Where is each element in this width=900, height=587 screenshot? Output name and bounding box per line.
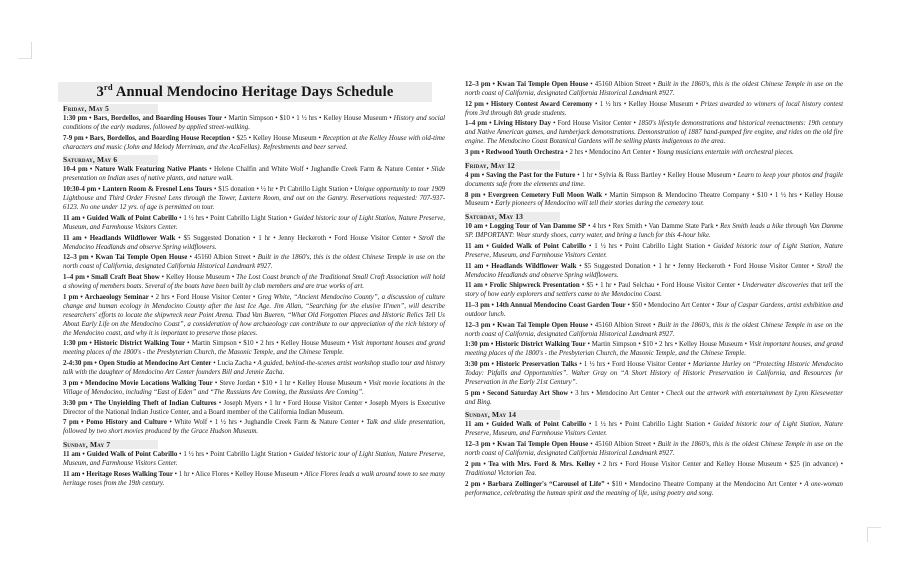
- event-entry: 3:30 pm • The Unyielding Theft of Indian Cultures • Joseph Myers • 1 hr • Ford House Visitor Center • Joseph Myers is Executive Director of the National Indian Justice Center, and a Board member of the California Indian Museum.: [63, 399, 445, 416]
- event-time-title: 11 am • Heritage Roses Walking Tour: [63, 470, 173, 478]
- event-entry: 12–3 pm • Kwan Tai Temple Open House • 45160 Albion Street • Built in the 1860's, this is the oldest Chinese Temple in use on the north coast of California, designated California Historical Landmark #927.: [465, 81, 843, 97]
- title-ordinal: rd: [103, 82, 113, 93]
- event-description: Stroll the Mendocino Headlands and observe Spring wildflowers.: [63, 234, 446, 251]
- day-header-label: Sunday, May 14: [465, 410, 560, 420]
- event-description: 1850's lifestyle demonstrations and historical reenactments: 19th century and Native American games, and lumberjack demonstrations. Demonstration of 1887 hand-pumped fire engine, and rides on the old fire engine. The Mendocino Coast Botanical Gardens will be selling plants indigenous to the area.: [465, 120, 843, 146]
- event-description: Stroll the Mendocino Headlands and observe Spring wildflowers.: [465, 262, 844, 279]
- event-description: Learn to keep your photos and fragile documents safe from the elements and time.: [465, 171, 844, 188]
- event-time-title: 4 pm • Saving the Past for the Future: [465, 171, 576, 179]
- event-description: Slide presentation on Indian uses of native plants, and nature walk.: [63, 166, 445, 183]
- event-entry: 11 am • Guided Walk of Point Cabrillo • 1 ½ hrs • Point Cabrillo Light Station • Guided historic tour of Light Station, Nature Preserve, Museum, and Farmhouse Visitors Center.: [465, 421, 843, 438]
- event-description: A one-woman performance, celebrating the human spirit and the meaning of life, using poetry and song.: [465, 480, 843, 497]
- event-time-title: 11 am • Frolic Shipwreck Presentation: [465, 282, 580, 290]
- event-time-title: 1–4 pm • Living History Day: [465, 120, 551, 128]
- event-entry: 11 am • Heritage Roses Walking Tour • 1 hr • Alice Flores • Kelley House Museum • Alice Flores leads a walk around town to see many heritage roses from the 19th century.: [63, 470, 445, 487]
- event-description: Guided historic tour of Light Station, Nature Preserve, Museum, and Farmhouse Visitors Center.: [465, 242, 843, 259]
- event-entry: 11 am • Frolic Shipwreck Presentation • $5 • 1 hr • Paul Selchau • Ford House Visitor Center • Underwater discoveries that tell the story of how early explorers and settlers came to the Mendocino Coast.: [465, 282, 844, 299]
- event-description: Built in the 1860's, this is the oldest Chinese Temple in use on the north coast of California, designated California Historical Landmark #927.: [465, 441, 843, 458]
- event-entry: 3 pm • Mendocino Movie Locations Walking Tour • Steve Jordan • $10 • 1 hr • Kelley House Museum • Visit movie locations in the Village of Mendocino, including “East of Eden” and “The Russians Are Coming, the Russians Are Coming”.: [63, 379, 445, 396]
- crop-mark-top-left: [18, 42, 32, 59]
- event-time-title: 7-9 pm • Bars, Bordellos, and Boarding House Reception: [63, 134, 231, 142]
- event-description: The Lost Coast branch of the Traditional Small Craft Association will hold a showing of members boats. Several of the boats have been built by club members and are true works of art.: [63, 274, 445, 291]
- event-entry: 12–3 pm • Kwan Tai Temple Open House • 45160 Albion Street • Built in the 1860's, this is the oldest Chinese Temple in use on the north coast of California, designated California Historical Landmark #927.: [465, 441, 843, 458]
- event-entry: 10:30-4 pm • Lantern Room & Fresnel Lens Tours • $15 donation • ½ hr • Pt Cabrillo Light Station • Unique opportunity to tour 1909 Lighthouse and Third Order Fresnel Lens through the Tower, Lantern Room, and out on the Gantry. Reservations requested: 707-937-6123. No one under 12 yrs. of age is permitted on tour.: [63, 186, 445, 212]
- event-time-title: 3 pm • Mendocino Movie Locations Walking Tour: [63, 379, 213, 387]
- event-description: Underwater discoveries that tell the story of how early explorers and settlers came to the Mendocino Coast.: [465, 282, 844, 299]
- event-description: Built in the 1860's, this is the oldest Chinese Temple in use on the north coast of California, designated California Historical Landmark #927.: [465, 81, 843, 97]
- event-description: Greg White, “Ancient Mendocino County”, a discussion of culture change and human ecology in Mendocino County after the last Ice Age. Jim Allan, “Searching for the elusive Il'men”, will describe researchers' efforts to locate the shipwreck near Point Arena. Thad Van Bueren, “What Old Forgotten Places and Historic Relics Tell Us About Early Life on the Mendocino Coast”, a consideration of how archaeology can contribute to our appreciation of the rich history of the Mendocino coast, and why it is important to preserve those places.: [63, 293, 445, 337]
- event-time-title: 3:30 pm • The Unyielding Theft of Indian Cultures: [63, 399, 217, 407]
- day-header: [63, 104, 445, 114]
- event-entry: 7-9 pm • Bars, Bordellos, and Boarding House Reception • $25 • Kelley House Museum • Reception at the Kelley House with old-time characters and music (John and Melody Merriman, and the AcaFellas). Refreshments and beer served.: [63, 134, 445, 151]
- event-entry: 1 pm • Archaeology Seminar • 2 hrs • Ford House Visitor Center • Greg White, “Ancient Mendocino County”, a discussion of culture change and human ecology in Mendocino County after the last Ice Age. Jim Allan, “Searching for the elusive Il'men”, will describe researchers' efforts to locate the shipwreck near Point Arena. Thad Van Bueren, “What Old Forgotten Places and Historic Relics Tell Us About Early Life on the Mendocino Coast”, a consideration of how archaeology can contribute to our appreciation of the rich history of the Mendocino coast, and why it is important to preserve those places.: [63, 293, 445, 337]
- event-time-title: 1 pm • Archaeology Seminar: [63, 293, 149, 301]
- event-description: Prizes awarded to winners of local history contest from 3rd through 8th grade students.: [465, 100, 843, 117]
- event-entry: 2-4:30 pm • Open Studio at Mendocino Art Center • Lucia Zacha • A guided, behind-the-scenes artist workshop studio tour and history talk with the daughter of Mendocino Art Center founders Bill and Jennie Zacha.: [63, 360, 445, 377]
- event-entry: 8 pm • Evergreen Cemetery Full Moon Walk • Martin Simpson & Mendocino Theatre Company • $10 • 1 ½ hrs • Kelley House Museum • Early pioneers of Mendocino will tell their stories during the cemetery tour.: [465, 191, 844, 208]
- event-description: Visit important houses and grand meeting places of the 1800's - the Presbyterian Church, the Masonic Temple, and the Chinese Temple.: [63, 340, 445, 357]
- event-time-title: 12–3 pm • Kwan Tai Temple Open House: [465, 441, 589, 449]
- event-description: Talk and slide presentation, followed by two short movies produced by the Grace Hudson Museum.: [63, 419, 445, 436]
- right-page-column: [465, 81, 843, 500]
- event-time-title: 10:30-4 pm • Lantern Room & Fresnel Lens Tours: [63, 186, 213, 194]
- event-description: Rex Smith leads a hike through Van Damme SP. IMPORTANT: Wear sturdy shoes, carry water, and bring a lunch for this 4-hour hike.: [465, 223, 843, 240]
- event-time-title: 10 am • Logging Tour of Van Damme SP: [465, 223, 587, 231]
- event-description: Alice Flores leads a walk around town to see many heritage roses from the 19th century.: [63, 470, 445, 487]
- title-number: 3: [96, 84, 104, 100]
- event-time-title: 11 am • Headlands Wildflower Walk: [63, 234, 176, 242]
- event-time-title: 11 am • Headlands Wildflower Walk: [465, 262, 577, 270]
- event-time-title: 12–3 pm • Kwan Tai Temple Open House: [465, 321, 589, 329]
- day-header: [63, 155, 445, 165]
- event-time-title: 10-4 pm • Nature Walk Featuring Native Plants: [63, 166, 207, 174]
- event-entry: 2 pm • Barbara Zollinger's “Carousel of Life” • $10 • Mendocino Theatre Company at the Mendocino Art Center • A one-woman performance, celebrating the human spirit and the meaning of life, using poetry and song.: [465, 480, 843, 497]
- event-time-title: 11–3 pm • 14th Annual Mendocino Coast Garden Tour: [465, 302, 626, 309]
- event-description: Unique opportunity to tour 1909 Lighthouse and Third Order Fresnel Lens through the Tower, Lantern Room, and out on the Gantry. Reservations requested: 707-937-6123. No one under 12 yrs. of age is permitted on tour.: [63, 186, 445, 212]
- event-time-title: 11 am • Guided Walk of Point Cabrillo: [465, 242, 587, 250]
- event-entry: 12 pm • History Contest Award Ceremony • 1 ½ hrs • Kelley House Museum • Prizes awarded to winners of local history contest from 3rd through 8th grade students.: [465, 100, 843, 117]
- event-entry: 4 pm • Saving the Past for the Future • 1 hr • Sylvia & Russ Bartley • Kelley House Museum • Learn to keep your photos and fragile documents safe from the elements and time.: [465, 171, 844, 188]
- event-description: Visit movie locations in the Village of Mendocino, including “East of Eden” and “The Russians Are Coming, the Russians Are Coming”.: [63, 379, 445, 396]
- event-entry: 11 am • Guided Walk of Point Cabrillo • 1 ½ hrs • Point Cabrillo Light Station • Guided historic tour of Light Station, Nature Preserve, Museum, and Farmhouse Visitors Center.: [63, 214, 446, 231]
- event-entry: 7 pm • Pomo History and Culture • White Wolf • 1 ½ hrs • Jughandle Creek Farm & Nature Center • Talk and slide presentation, followed by two short movies produced by the Grace Hudson Museum.: [63, 419, 445, 436]
- event-time-title: 1:30 pm • Historic District Walking Tour: [465, 341, 586, 349]
- event-time-title: 1:30 pm • Historic District Walking Tour: [63, 340, 186, 348]
- event-description: A guided, behind-the-scenes artist workshop studio tour and history talk with the daughter of Mendocino Art Center founders Bill and Jennie Zacha.: [63, 360, 445, 377]
- day-header: [465, 410, 843, 420]
- event-description: History and social conditions of the early madams, followed by applied street-walking.: [63, 115, 445, 132]
- event-time-title: 12 pm • History Contest Award Ceremony: [465, 100, 593, 108]
- event-entry: 11 am • Guided Walk of Point Cabrillo • 1 ½ hrs • Point Cabrillo Light Station • Guided historic tour of Light Station, Nature Preserve, Museum, and Farmhouse Visitors Center.: [63, 450, 446, 467]
- event-entry: 11 am • Headlands Wildflower Walk • $5 Suggested Donation • 1 hr • Jenny Heckeroth • Ford House Visitor Center • Stroll the Mendocino Headlands and observe Spring wildflowers.: [465, 262, 844, 279]
- event-time-title: 7 pm • Pomo History and Culture: [63, 419, 167, 427]
- event-time-title: 1:30 pm • Bars, Bordellos, and Boarding Houses Tour: [63, 115, 223, 123]
- day-header: [465, 212, 843, 222]
- event-time-title: 11 am • Guided Walk of Point Cabrillo: [465, 421, 587, 429]
- event-entry: 1–4 pm • Living History Day • Ford House Visitor Center • 1850's lifestyle demonstrations and historical reenactments: 19th century and Native American games, and lumberjack demonstrations. Demonstration of 1887 hand-pumped fire engine, and rides on the old fire engine. The Mendocino Coast Botanical Gardens will be selling plants indigenous to the area.: [465, 120, 843, 146]
- day-header-label: Friday, May 12: [465, 161, 560, 171]
- event-entry: 11 am • Headlands Wildflower Walk • $5 Suggested Donation • 1 hr • Jenny Heckeroth • Ford House Visitor Center • Stroll the Mendocino Headlands and observe Spring wildflowers.: [63, 234, 446, 251]
- event-entry: 1–4 pm • Small Craft Boat Show • Kelley House Museum • The Lost Coast branch of the Traditional Small Craft Association will hold a showing of members boats. Several of the boats have been built by club members and are true works of art.: [63, 274, 445, 291]
- event-time-title: 2 pm • Barbara Zollinger's “Carousel of Life”: [465, 480, 605, 488]
- event-entry: 11 am • Guided Walk of Point Cabrillo • 1 ½ hrs • Point Cabrillo Light Station • Guided historic tour of Light Station, Nature Preserve, Museum, and Farmhouse Visitors Center.: [465, 242, 843, 259]
- event-description: Built in the 1860's, this is the oldest Chinese Temple in use on the north coast of California, designated California Historical Landmark #927.: [63, 254, 445, 271]
- event-description: Guided historic tour of Light Station, Nature Preserve, Museum, and Farmhouse Visitors Center.: [63, 450, 446, 467]
- event-entry: 1:30 pm • Historic District Walking Tour • Martin Simpson • $10 • 2 hrs • Kelley House Museum • Visit important houses, and grand meeting places of the 1800's - the Presbyterian Church, the Masonic Temple, and the Chinese Temple.: [465, 341, 843, 358]
- event-description: Guided historic tour of Light Station, Nature Preserve, Museum, and Farmhouse Visitors Center.: [465, 421, 843, 438]
- event-entry: 1:30 pm • Bars, Bordellos, and Boarding Houses Tour • Martin Simpson • $10 • 1 ½ hrs • Kelley House Museum • History and social conditions of the early madams, followed by applied street-walking.: [63, 115, 445, 132]
- event-time-title: 3:30 pm • Historic Preservation Talks: [465, 361, 578, 369]
- event-time-title: 1–4 pm • Small Craft Boat Show: [63, 274, 160, 282]
- event-time-title: 2-4:30 pm • Open Studio at Mendocino Art Center: [63, 360, 212, 368]
- event-description: Check out the artwork with entertainment by Lynn Kiesewetter and Bing.: [465, 389, 843, 406]
- event-description: Traditional Victorian Tea.: [465, 469, 537, 477]
- event-entry: 3:30 pm • Historic Preservation Talks • 1 ½ hrs • Ford House Visitor Center • Marianne Hurley on “Protecting Historic Mendocino Today: Pitfalls and Opportunities”. Walter Gray on “A Short History of Historic Preservation in California, and Resources for Preservation in the Early 21st Century”.: [465, 361, 843, 387]
- event-time-title: 2 pm • Tea with Mrs. Ford & Mrs. Kelley: [465, 460, 596, 468]
- day-header-label: Saturday, May 13: [465, 212, 560, 222]
- event-time-title: 11 am • Guided Walk of Point Cabrillo: [63, 450, 178, 458]
- left-page-column: [63, 104, 445, 490]
- event-entry: 10 am • Logging Tour of Van Damme SP • 4 hrs • Rex Smith • Van Damme State Park • Rex Smith leads a hike through Van Damme SP. IMPORTANT: Wear sturdy shoes, carry water, and bring a lunch for this 4-hour hike.: [465, 223, 843, 240]
- day-header-label: Sunday, May 7: [63, 440, 158, 450]
- event-time-title: 5 pm • Second Saturday Art Show: [465, 389, 569, 397]
- event-time-title: 12–3 pm • Kwan Tai Temple Open House: [465, 81, 589, 88]
- event-time-title: 12–3 pm • Kwan Tai Temple Open House: [63, 254, 188, 262]
- event-time-title: 8 pm • Evergreen Cemetery Full Moon Walk: [465, 191, 603, 199]
- event-description: Young musicians entertain with orchestral pieces.: [656, 149, 794, 157]
- event-time-title: 3 pm • Redwood Youth Orchestra: [465, 149, 564, 157]
- event-description: Marianne Hurley on “Protecting Historic Mendocino Today: Pitfalls and Opportunities”. Walter Gray on “A Short History of Historic Preservation in California, and Resources for Preservation in the Early 21st Century”.: [465, 361, 843, 387]
- event-entry: 12–3 pm • Kwan Tai Temple Open House • 45160 Albion Street • Built in the 1860's, this is the oldest Chinese Temple in use on the north coast of California, designated California Historical Landmark #927.: [465, 321, 843, 338]
- event-entry: 5 pm • Second Saturday Art Show • 3 hrs • Mendocino Art Center • Check out the artwork with entertainment by Lynn Kiesewetter and Bing.: [465, 389, 843, 406]
- day-header: [63, 440, 445, 450]
- event-description: Built in the 1860's, this is the oldest Chinese Temple in use on the north coast of California, designated California Historical Landmark #927.: [465, 321, 843, 338]
- title-text: Annual Mendocino Heritage Days Schedule: [112, 84, 394, 100]
- event-entry: 3 pm • Redwood Youth Orchestra • 2 hrs • Mendocino Art Center • Young musicians entertain with orchestral pieces.: [465, 149, 794, 157]
- event-description: Early pioneers of Mendocino will tell their stories during the cemetery tour.: [494, 200, 704, 208]
- event-entry: 1:30 pm • Historic District Walking Tour • Martin Simpson • $10 • 2 hrs • Kelley House Museum • Visit important houses and grand meeting places of the 1800's - the Presbyterian Church, the Masonic Temple, and the Chinese Temple.: [63, 340, 445, 357]
- event-description: Reception at the Kelley House with old-time characters and music (John and Melody Merriman, and the AcaFellas). Refreshments and beer served.: [63, 134, 445, 151]
- day-header: [465, 161, 843, 171]
- event-entry: 12–3 pm • Kwan Tai Temple Open House • 45160 Albion Street • Built in the 1860's, this is the oldest Chinese Temple in use on the north coast of California, designated California Historical Landmark #927.: [63, 254, 445, 271]
- day-header-label: Saturday, May 6: [63, 155, 158, 165]
- crop-mark-bottom-right: [867, 527, 881, 542]
- event-entry: 11–3 pm • 14th Annual Mendocino Coast Garden Tour • $50 • Mendocino Art Center • Tour of Caspar Gardens, artist exhibition and outdoor lunch.: [465, 302, 844, 318]
- event-entry: 10-4 pm • Nature Walk Featuring Native Plants • Helene Chalfin and White Wolf • Jughandle Creek Farm & Nature Center • Slide presentation on Indian uses of native plants, and nature walk.: [63, 166, 445, 183]
- day-header-label: Friday, May 5: [63, 104, 158, 114]
- event-description: Tour of Caspar Gardens, artist exhibition and outdoor lunch.: [465, 302, 844, 318]
- event-time-title: 11 am • Guided Walk of Point Cabrillo: [63, 214, 178, 222]
- event-description: Guided historic tour of Light Station, Nature Preserve, Museum, and Farmhouse Visitors Center.: [63, 214, 446, 231]
- event-entry: 2 pm • Tea with Mrs. Ford & Mrs. Kelley • 2 hrs • Ford House Visitor Center and Kelley House Museum • $25 (in advance) • Traditional Victorian Tea.: [465, 460, 844, 477]
- page-title: [58, 82, 432, 102]
- event-description: Visit important houses, and grand meeting places of the 1800's - the Presbyterian Church, the Masonic Temple, and the Chinese Temple.: [465, 341, 843, 358]
